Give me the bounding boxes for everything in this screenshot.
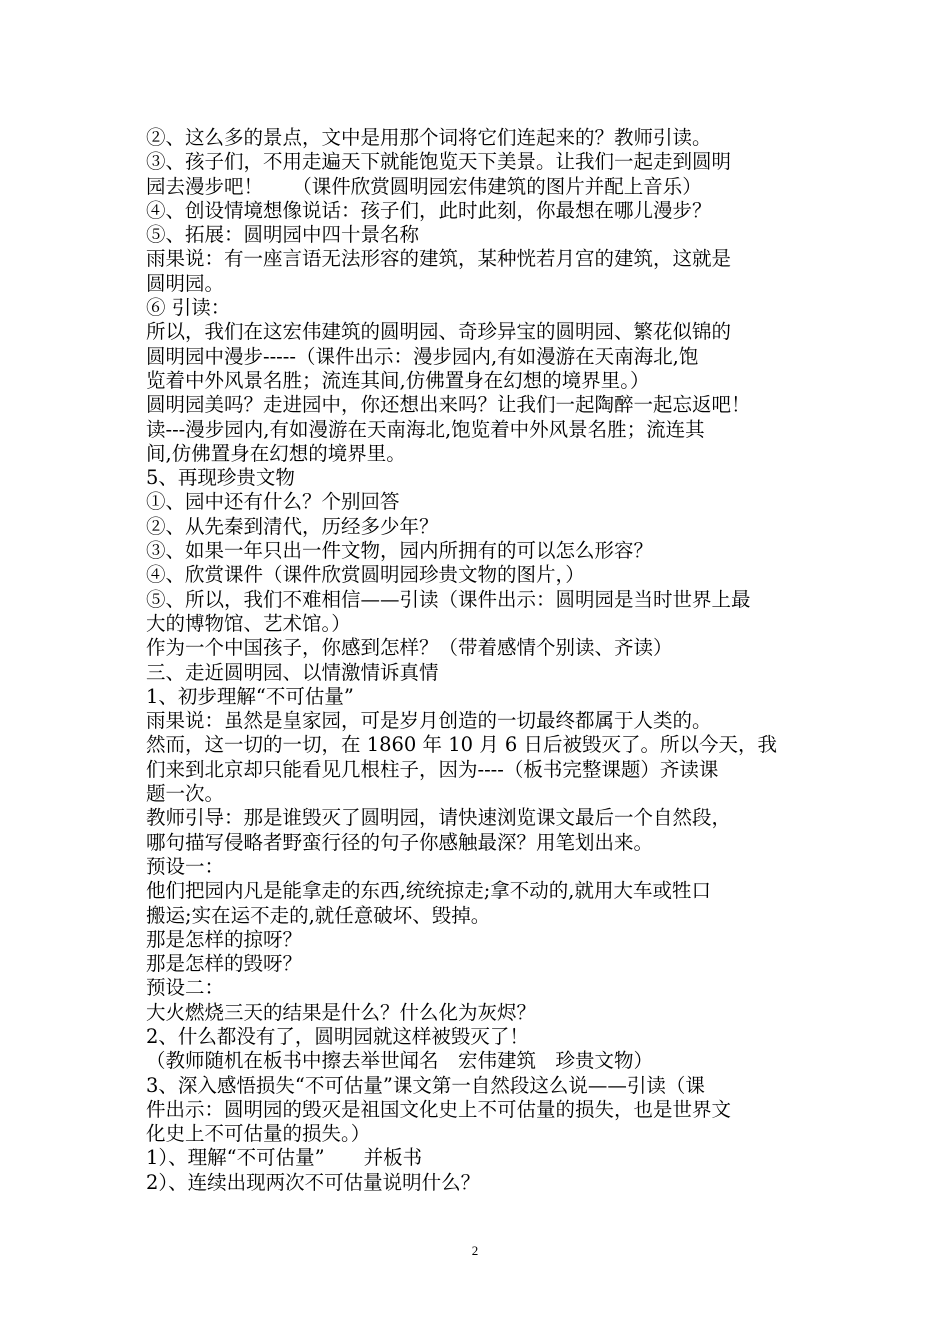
text-line: 作为一个中国孩子，你感到怎样？（带着感情个别读、齐读）	[146, 636, 673, 660]
text-line: ②、这么多的景点，文中是用那个词将它们连起来的？教师引读。	[146, 126, 712, 149]
text-line: 哪句描写侵略者野蛮行径的句子你感触最深？用笔划出来。	[146, 830, 654, 854]
text-line: 题一次。	[146, 782, 225, 806]
text-line: 他们把园内凡是能拿走的东西,统统掠走;拿不动的,就用大车或牲口	[146, 879, 711, 903]
text-line: 圆明园中漫步-----（课件出示：漫步园内,有如漫游在天南海北,饱	[146, 344, 699, 368]
text-line: 读---漫步园内,有如漫游在天南海北,饱览着中外风景名胜；流连其	[146, 417, 705, 441]
text-line: ④、欣赏课件（课件欣赏圆明园珍贵文物的图片，）	[146, 563, 585, 587]
text-line: 2、什么都没有了，圆明园就这样被毁灭了！	[146, 1024, 529, 1048]
text-line: 搬运;实在运不走的,就任意破坏、毁掉。	[146, 903, 491, 927]
text-line: 们来到北京却只能看见几根柱子，因为----（板书完整课题）齐读课	[146, 757, 719, 781]
text-line: 间,仿佛置身在幻想的境界里。	[146, 441, 406, 465]
text-line: ⑥ 引读：	[146, 296, 231, 320]
text-line: （教师随机在板书中擦去举世闻名 宏伟建筑 珍贵文物）	[146, 1049, 654, 1073]
text-line: 那是怎样的掠呀？	[146, 927, 303, 951]
page-content	[146, 126, 818, 1195]
text-line: ③、如果一年只出一件文物，园内所拥有的可以怎么形容？	[146, 539, 654, 563]
text-line: ④、创设情境想像说话：孩子们，此时此刻，你最想在哪儿漫步？	[146, 198, 712, 222]
text-line: 预设一：	[146, 854, 225, 878]
text-line: 览着中外风景名胜；流连其间,仿佛置身在幻想的境界里。）	[146, 368, 650, 392]
text-line: 大的博物馆、艺术馆。）	[146, 611, 351, 635]
text-line: ⑤、所以，我们不难相信——引读（课件出示：圆明园是当时世界上最	[146, 587, 751, 611]
text-line: ⑤、拓展：圆明园中四十景名称	[146, 223, 420, 247]
text-line: 雨果说：有一座言语无法形容的建筑，某种恍若月宫的建筑，这就是	[146, 247, 732, 271]
text-line: 化史上不可估量的损失。）	[146, 1122, 371, 1146]
text-line: 圆明园。	[146, 271, 225, 295]
text-line: 园去漫步吧！ （课件欣赏圆明园宏伟建筑的图片并配上音乐）	[146, 174, 702, 198]
text-line: 所以，我们在这宏伟建筑的圆明园、奇珍异宝的圆明园、繁花似锦的	[146, 320, 732, 344]
text-line: 三、走近圆明园、以情激情诉真情	[146, 660, 439, 684]
text-line: 1、初步理解“不可估量”	[146, 684, 354, 708]
text-line: ③、孩子们，不用走遍天下就能饱览天下美景。让我们一起走到圆明	[146, 150, 732, 174]
text-line: ①、园中还有什么？个别回答	[146, 490, 400, 514]
text-line: ②、从先秦到清代，历经多少年？	[146, 514, 439, 538]
text-line: 预设二：	[146, 976, 225, 1000]
text-line: 然而，这一切的一切，在 1860 年 10 月 6 日后被毁灭了。所以今天，我	[146, 733, 778, 757]
text-line: 1）、理解“不可估量” 并板书	[146, 1146, 423, 1170]
text-line: 2）、连续出现两次不可估量说明什么？	[146, 1170, 481, 1194]
text-line: 5、再现珍贵文物	[146, 466, 295, 490]
page-number: 2	[471, 1243, 479, 1258]
text-line: 大火燃烧三天的结果是什么？什么化为灰烬？	[146, 1000, 537, 1024]
text-line: 3、深入感悟损失“不可估量”课文第一自然段这么说——引读（课	[146, 1073, 705, 1097]
text-line: 雨果说：虽然是皇家园，可是岁月创造的一切最终都属于人类的。	[146, 709, 712, 733]
text-line: 那是怎样的毁呀？	[146, 952, 303, 976]
text-line: 件出示：圆明园的毁灭是祖国文化史上不可估量的损失，也是世界文	[146, 1097, 732, 1121]
text-line: 圆明园美吗？走进园中，你还想出来吗？让我们一起陶醉一起忘返吧！	[146, 393, 751, 417]
text-line: 教师引导：那是谁毁灭了圆明园，请快速浏览课文最后一个自然段，	[146, 806, 732, 830]
